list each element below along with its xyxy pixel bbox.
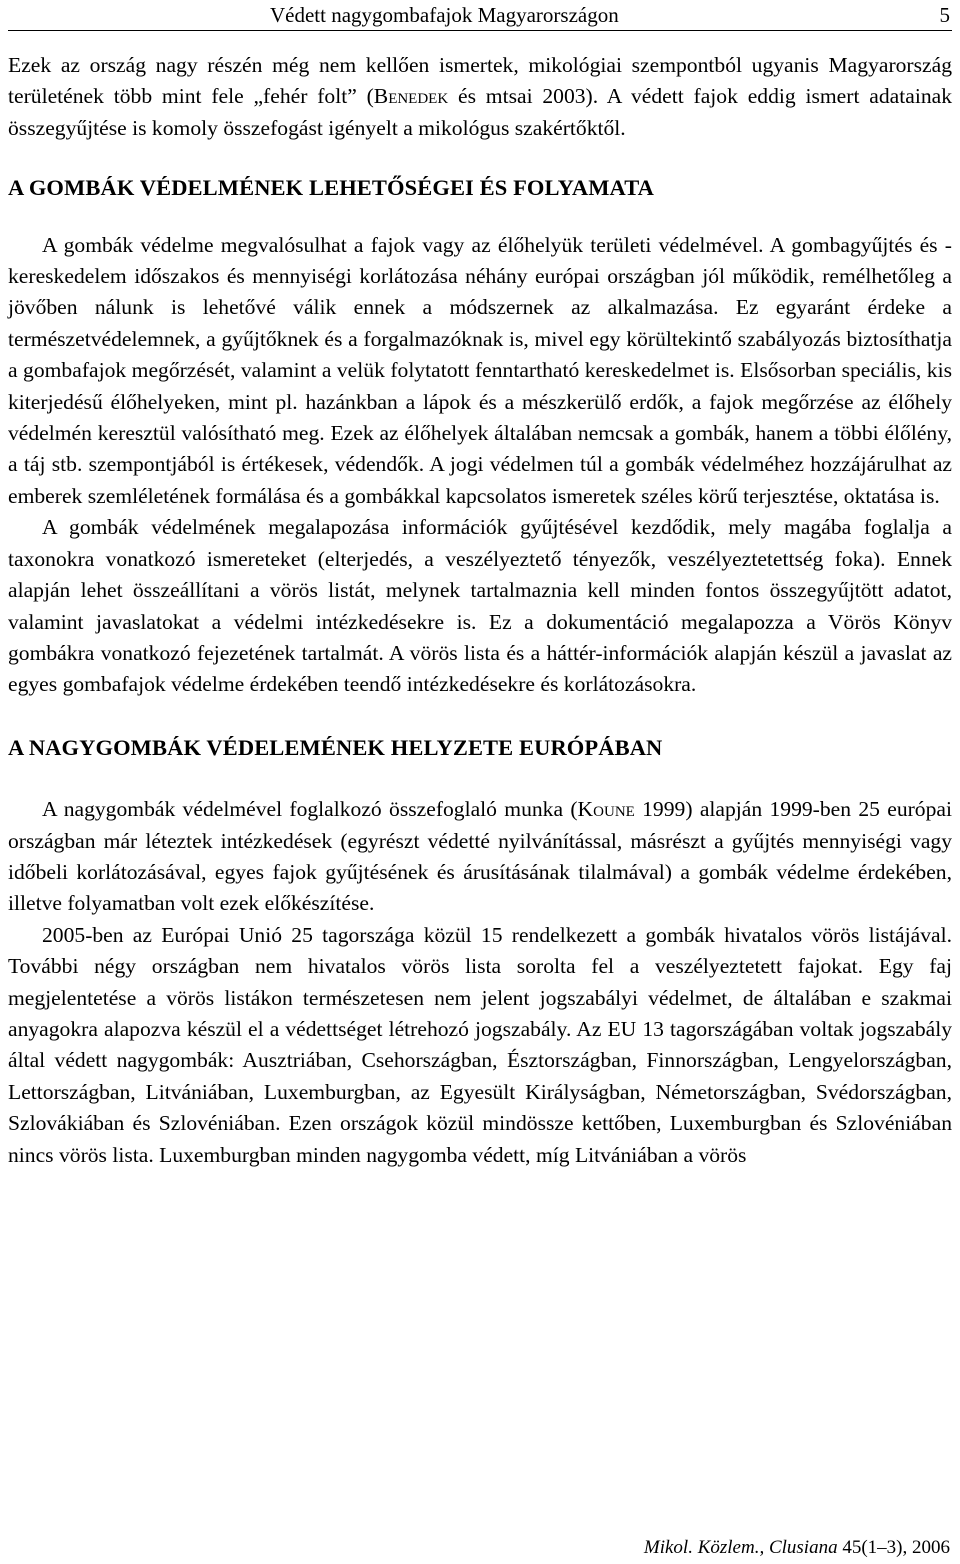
running-title: Védett nagygombafajok Magyarországon bbox=[270, 3, 619, 27]
section1-paragraph-2: A gombák védelmének megalapozása információk gyűjtésével kezdődik, mely magába foglalja a taxonokra vonatkozó ismereteket (elterjedés, a veszélyeztető tényezők, veszélyeztetettség foka). Ennek alapján lehet összeállítani a vörös listát, melynek tartalmaznia kell minden fontos összegyűjtött adatot, valamint javaslatokat a védelmi intézkedésekre is. Ez a dokumentáció megalapozza a Vörös Könyv gombákra vonatkozó fejezetének tartalmát. A vörös lista és a háttér-információk alapján készül a javaslat az egyes gombafajok védelme érdekében teendő intézkedésekre és korlátozásokra. bbox=[8, 515, 952, 697]
section2-paragraph-2: 2005-ben az Európai Unió 25 tagországa közül 15 rendelkezett a gombák hivatalos vörös listájával. További négy országban nem hivatalos vörös lista sorolta fel a veszélyeztetett fajokat. Egy faj megjelentetése a vörös listákon természetesen nem jelent jogszabályi védelmet, de általában e szakmai anyagokra alapozva készül el a védettséget létrehozó jogszabály. Az EU 13 tagországában voltak jogszabály által védett nagygombák: Ausztriában, Csehországban, Észtországban, Finnországban, Lengyelországban, Lettországban, Litvániában, Luxemburgban, az Egyesült Királyságban, Németországban, Svédországban, Szlovákiában és Szlovéniában. Ezen országok közül mindössze kettőben, Luxemburgban és Szlovéniában nincs vörös lista. Luxemburgban minden nagygomba védett, míg Litvániában a vörös bbox=[8, 922, 952, 1167]
page-number: 5 bbox=[939, 3, 950, 27]
intro-text-2: és mtsai 2003). A védett fajok eddig ismert adatainak összegyűjtése is komoly összefogást igényelt a mikológus szakértőktől. bbox=[8, 84, 952, 140]
section-heading-europe: A NAGYGOMBÁK VÉDELEMÉNEK HELYZETE EURÓPÁBAN bbox=[8, 734, 663, 760]
journal-name: Mikol. Közlem., Clusiana bbox=[643, 1537, 838, 1558]
author-citation-benedek: enedek bbox=[388, 84, 449, 109]
section1-paragraph-1: A gombák védelme megvalósulhat a fajok vagy az élőhelyük területi védelmével. A gombagyűjtés és -kereskedelem időszakos és mennyiségi korlátozása néhány európai országban jól működik, remélhetőleg a jövőben nálunk is lehetővé válik ennek a módszernek az alkalmazása. Ez egyaránt érdeke a természetvédelemnek, a gyűjtőknek és a forgalmazóknak is, mivel egy körültekintő szabályozás biztosíthatja a gombafajok megőrzését, valamint a velük folytatott fenntartható kereskedelmet is. Elsősorban speciális, kis kiterjedésű élőhelyeken, mint pl. hazánkban a lápok és a mészkerülő erdők, a fajok megőrzése az élőhely védelmén keresztül valósítható meg. Ezek az élőhelyek általában nemcsak a gombák, hanem a többi élőlény, a táj stb. szempontjából is értékesek, védendők. A jogi védelmen túl a gombák védelméhez hozzájárulhat az emberek szemléletének formálása és a gombákkal kapcsolatos ismeretek széles körű terjesztése, oktatása is. bbox=[8, 232, 952, 508]
intro-text-1: Ezek az ország nagy részén még nem kellően ismertek, mikológiai szempontból ugyanis Magyarország területének több mint fele „fehér folt” (B bbox=[8, 53, 952, 109]
section2-text-2: 1999) alapján 1999-ben 25 európai országban már léteztek intézkedések (egyrészt védetté nyilvánítással, másrészt a gyűjtés mennyiségi vagy időbeli korlátozásával, egyes fajok gyűjtésének és árusításának tilalmával) a gombák védelme érdekében, illetve folyamatban volt ezek előkészítése. bbox=[8, 797, 952, 916]
page-footer bbox=[644, 1536, 950, 1560]
section-heading-protection: A GOMBÁK VÉDELMÉNEK LEHETŐSÉGEI ÉS FOLYAMATA bbox=[8, 175, 655, 201]
journal-citation: 45(1–3), 2006 bbox=[837, 1537, 950, 1558]
section2-text-1: A nagygombák védelmével foglalkozó összefoglaló munka (K bbox=[42, 797, 594, 822]
intro-paragraph bbox=[8, 50, 952, 144]
body-text bbox=[8, 50, 952, 1171]
running-header bbox=[8, 2, 952, 31]
section2-paragraph-1 bbox=[8, 794, 952, 920]
author-citation-koune: oune bbox=[593, 797, 635, 822]
